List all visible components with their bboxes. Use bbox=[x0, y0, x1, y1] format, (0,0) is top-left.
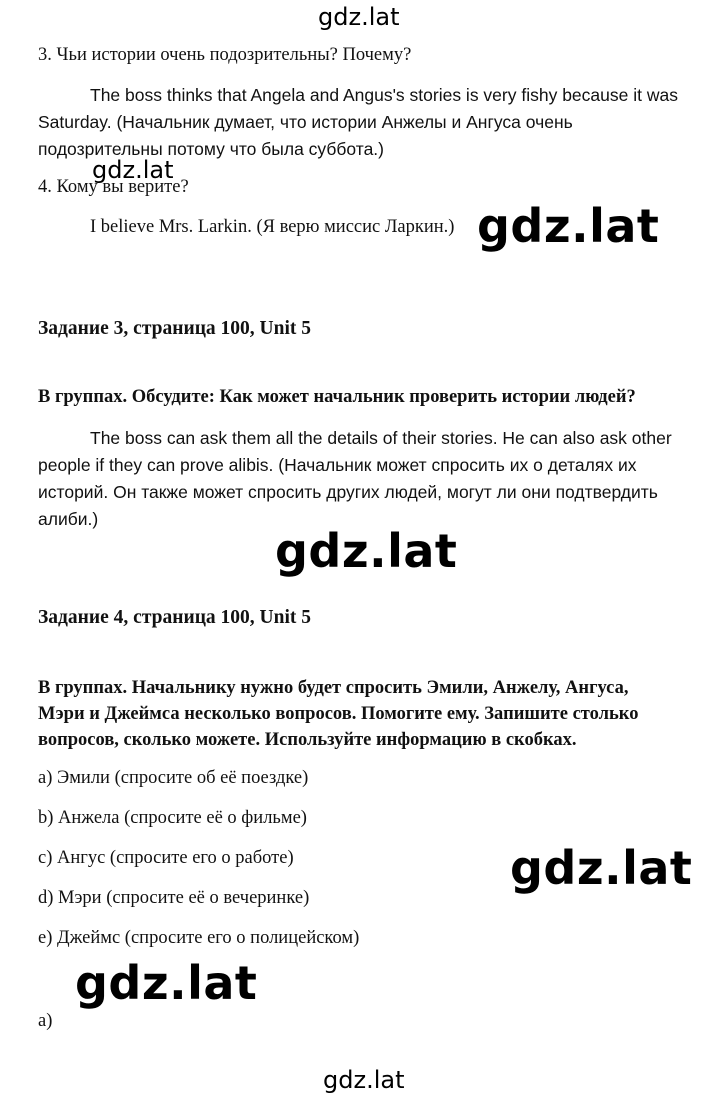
task-3-answer-line-2: people if they can prove alibis. (Начальник может спросить их о деталях их bbox=[38, 455, 637, 475]
q3-answer-line-1: The boss thinks that Angela and Angus's stories is very fishy because it was bbox=[90, 85, 678, 105]
q3-answer-line-3: подозрительны потому что была суббота.) bbox=[38, 139, 384, 159]
question-4: 4. Кому вы верите? bbox=[38, 177, 189, 197]
task-4-instruction-line-2: Мэри и Джеймса несколько вопросов. Помогите ему. Запишите столько bbox=[38, 704, 639, 724]
watermark-center: gdz.lat bbox=[275, 524, 458, 578]
watermark-right-2: gdz.lat bbox=[510, 841, 693, 895]
task-4-title: Задание 4, страница 100, Unit 5 bbox=[38, 607, 312, 628]
task-4-item-d: d) Мэри (спросите её о вечеринке) bbox=[38, 888, 310, 908]
task-4-item-c: c) Ангус (спросите его о работе) bbox=[38, 848, 294, 868]
watermark-left: gdz.lat bbox=[75, 956, 258, 1010]
task-4-instruction-line-3: вопросов, сколько можете. Используйте информацию в скобках. bbox=[38, 730, 577, 750]
task-3-title: Задание 3, страница 100, Unit 5 bbox=[38, 318, 312, 339]
task-4-item-b: b) Анжела (спросите её о фильме) bbox=[38, 808, 307, 828]
task-3-answer-line-1: The boss can ask them all the details of their stories. He can also ask other bbox=[90, 428, 672, 448]
task-4-item-e: e) Джеймс (спросите его о полицейском) bbox=[38, 928, 360, 948]
watermark-top: gdz.lat bbox=[318, 3, 400, 31]
watermark-bottom: gdz.lat bbox=[323, 1066, 405, 1094]
task-4-item-a: a) Эмили (спросите об её поездке) bbox=[38, 768, 309, 788]
watermark-right-1: gdz.lat bbox=[477, 199, 660, 253]
task-4-answer-start: a) bbox=[38, 1011, 53, 1031]
task-3-answer-line-4: алиби.) bbox=[38, 509, 99, 529]
question-3: 3. Чьи истории очень подозрительны? Почему? bbox=[38, 45, 412, 65]
task-3-instruction: В группах. Обсудите: Как может начальник проверить истории людей? bbox=[38, 387, 636, 407]
q4-answer: I believe Mrs. Larkin. (Я верю миссис Ларкин.) bbox=[90, 217, 455, 237]
task-3-answer-line-3: историй. Он также может спросить других людей, могут ли они подтвердить bbox=[38, 482, 658, 502]
q3-answer-line-2: Saturday. (Начальник думает, что истории Анжелы и Ангуса очень bbox=[38, 112, 573, 132]
task-4-instruction-line-1: В группах. Начальнику нужно будет спросить Эмили, Анжелу, Ангуса, bbox=[38, 678, 629, 698]
watermark-small-left: gdz.lat bbox=[92, 156, 174, 184]
